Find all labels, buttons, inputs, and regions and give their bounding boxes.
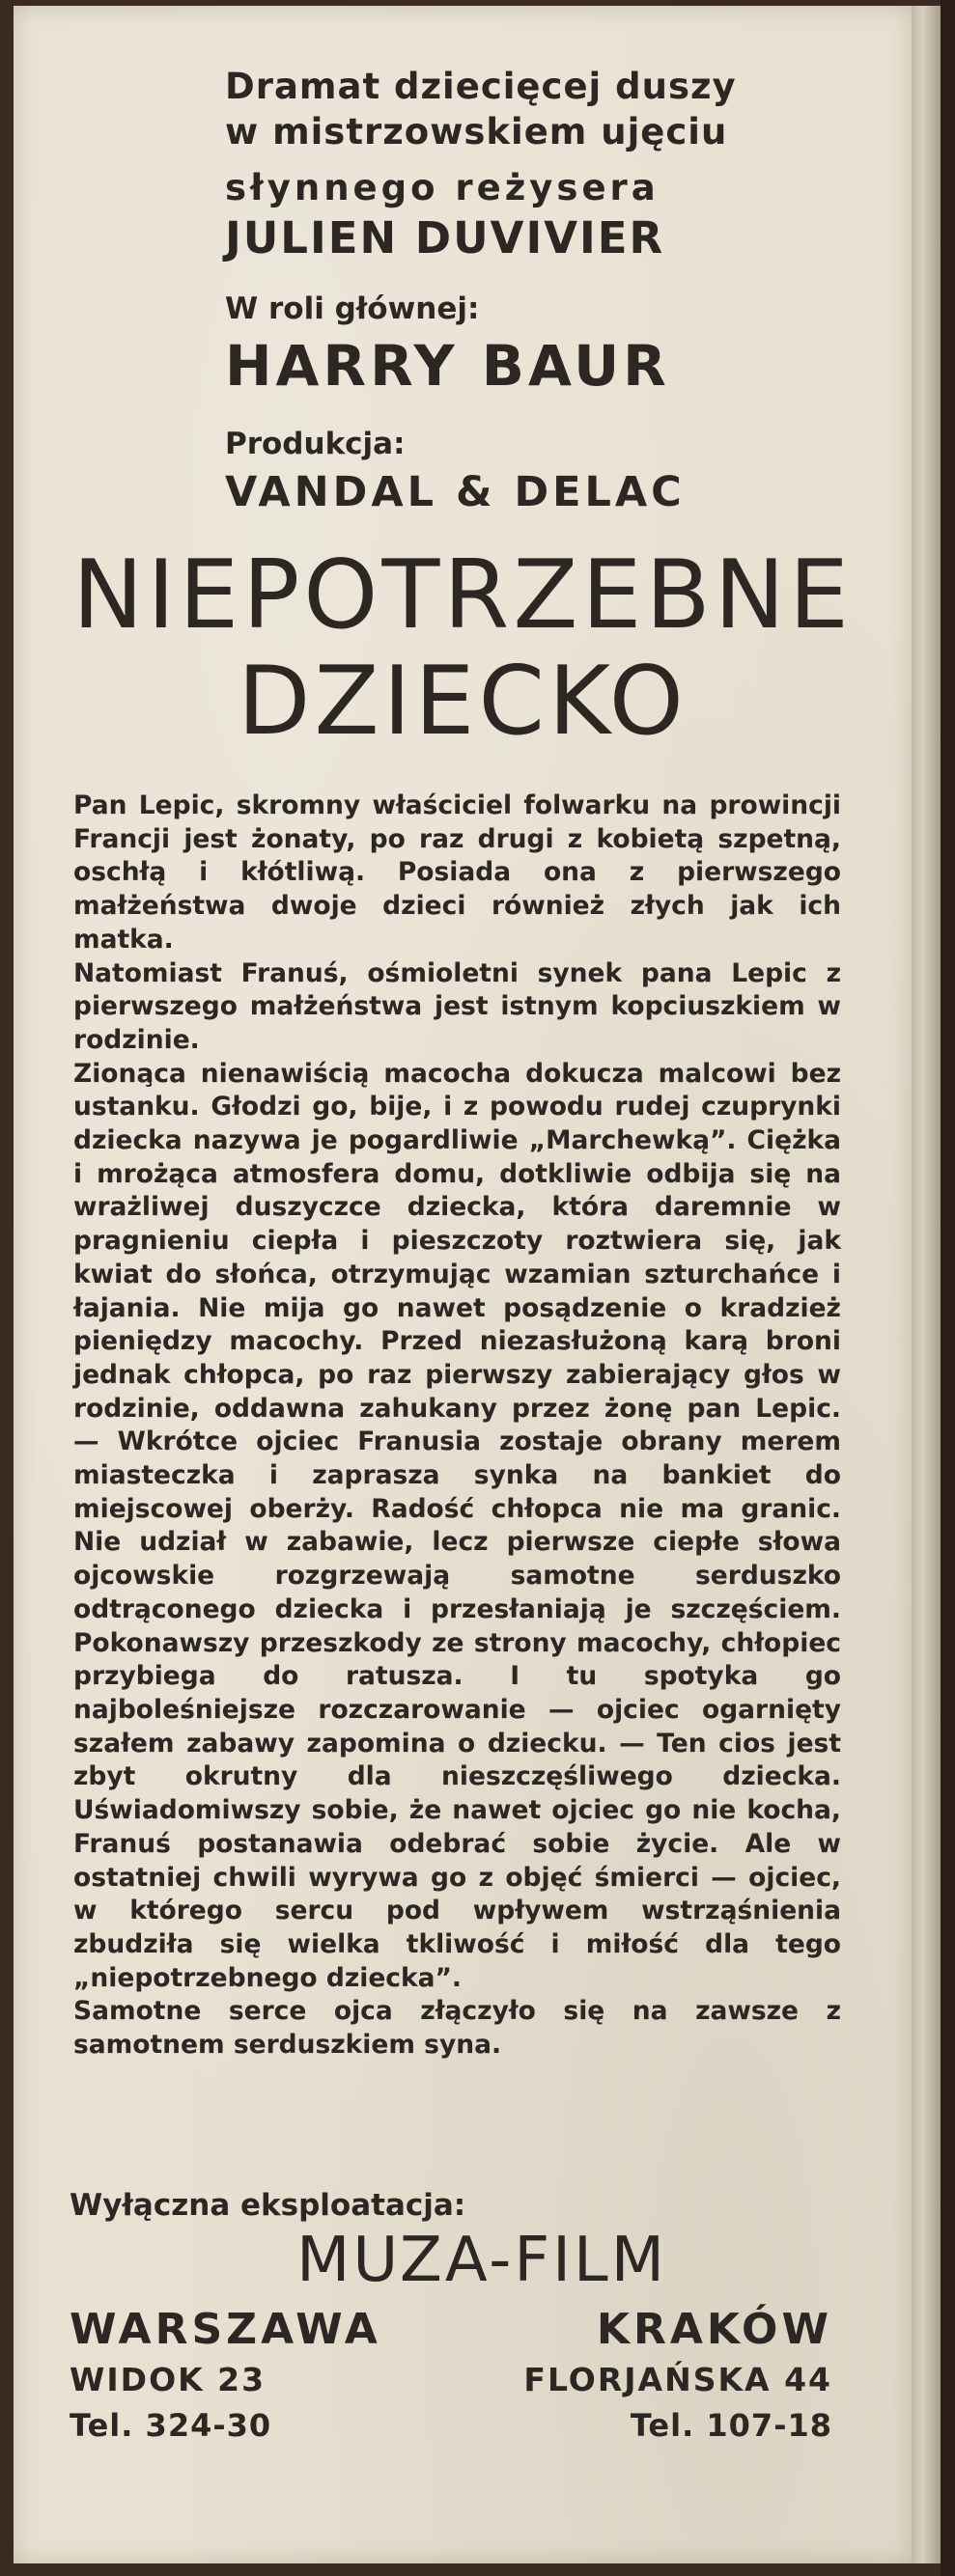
actor-name: HARRY BAUR (225, 333, 670, 399)
warsaw-city: WARSZAWA (70, 2305, 381, 2354)
lead-role-label: W roli głównej: (225, 291, 480, 326)
warsaw-address: WIDOK 23 (70, 2361, 267, 2398)
intro-line-1: Dramat dziecięcej duszy (225, 66, 737, 107)
krakow-city: KRAKÓW (596, 2305, 832, 2354)
production-label: Produkcja: (225, 427, 406, 461)
film-title-line-2: DZIECKO (238, 647, 688, 757)
producer-name: VANDAL & DELAC (225, 468, 686, 516)
distributor-name: MUZA-FILM (296, 2225, 667, 2296)
page-fold-edge (912, 6, 941, 2563)
synopsis-paragraph: Samotne serce ojca złączyło się na zawsze z samotnem serduszkiem syna. (73, 1996, 841, 2061)
background-edge (941, 0, 955, 2576)
exclusive-distribution-label: Wyłączna eksploatacja: (70, 2188, 466, 2223)
synopsis-paragraph: Ziona̧ca nienawiścią macocha dokucza malcowi bez ustanku. Głodzi go, bije, i z powodu rudej czuprynki dziecka nazywa je pogardliwie „Marchewką”. Ciężka i mrożąca atmosfera domu, dotkliwie odbija się na wrażliwej duszyczce dziecka, która daremnie w pragnieniu ciepła i pieszczoty roztwiera się, jak kwiat do słońca, otrzymując wzamian szturchańce i łajania. Nie mija go nawet posądzenie o kradzież pieniędzy macochy. Przed niezasłużoną karą broni jednak chłopca, po raz pierwszy zabierający głos w rodzinie, oddawna zahukany przez żonę pan Lepic. — Wkrótce ojciec Franusia zostaje obrany merem miasteczka i zaprasza synka na bankiet do miejscowej oberży. Radość chłopca nie ma granic. Nie udział w zabawie, lecz pierwsze ciepłe słowa ojcowskie rozgrzewają samotne serduszko odtrąconego dziecka i przesłaniają je szczęściem. Pokonawszy przeszkody ze strony macochy, chłopiec przybiega do ratusza. I tu spotyka go najboleśniejsze rozczarowanie — ojciec ogarnięty szałem zabawy zapomina o dziecku. — Ten cios jest zbyt okrutny dla nieszczęśliwego dziecka. Uświadomiwszy sobie, że nawet ojciec go nie kocha, Franuś postanawia odebrać sobie życie. Ale w ostatniej chwili wyrywa go z objęć śmierci — ojciec, w którego sercu pod wpływem wstrząśnienia zbudziła się wielka tkliwość i miłość dla tego „niepotrzebnego dziecka”. (73, 1058, 841, 1993)
intro-line-3: słynnego reżysera (225, 167, 660, 208)
director-name: JULIEN DUVIVIER (225, 212, 665, 263)
synopsis (73, 789, 841, 2063)
synopsis-paragraph: Pan Lepic, skromny właściciel folwarku na prowincji Francji jest żonaty, po raz drugi z kobietą szpetną, oschłą i kłótliwą. Posiada ona z pierwszego małżeństwa dwoje dzieci również złych jak ich matka. (73, 790, 841, 955)
krakow-address: FLORJAŃSKA 44 (523, 2361, 832, 2398)
film-title-line-1: NIEPOTRZEBNE (72, 540, 853, 651)
warsaw-phone: Tel. 324-30 (70, 2407, 272, 2444)
synopsis-paragraph: Natomiast Franuś, ośmioletni synek pana Lepic z pierwszego małżeństwa jest istnym kopciuszkiem w rodzinie. (73, 957, 841, 1055)
krakow-phone: Tel. 107-18 (630, 2407, 832, 2444)
intro-line-2: w mistrzowskiem ujęciu (225, 111, 728, 152)
